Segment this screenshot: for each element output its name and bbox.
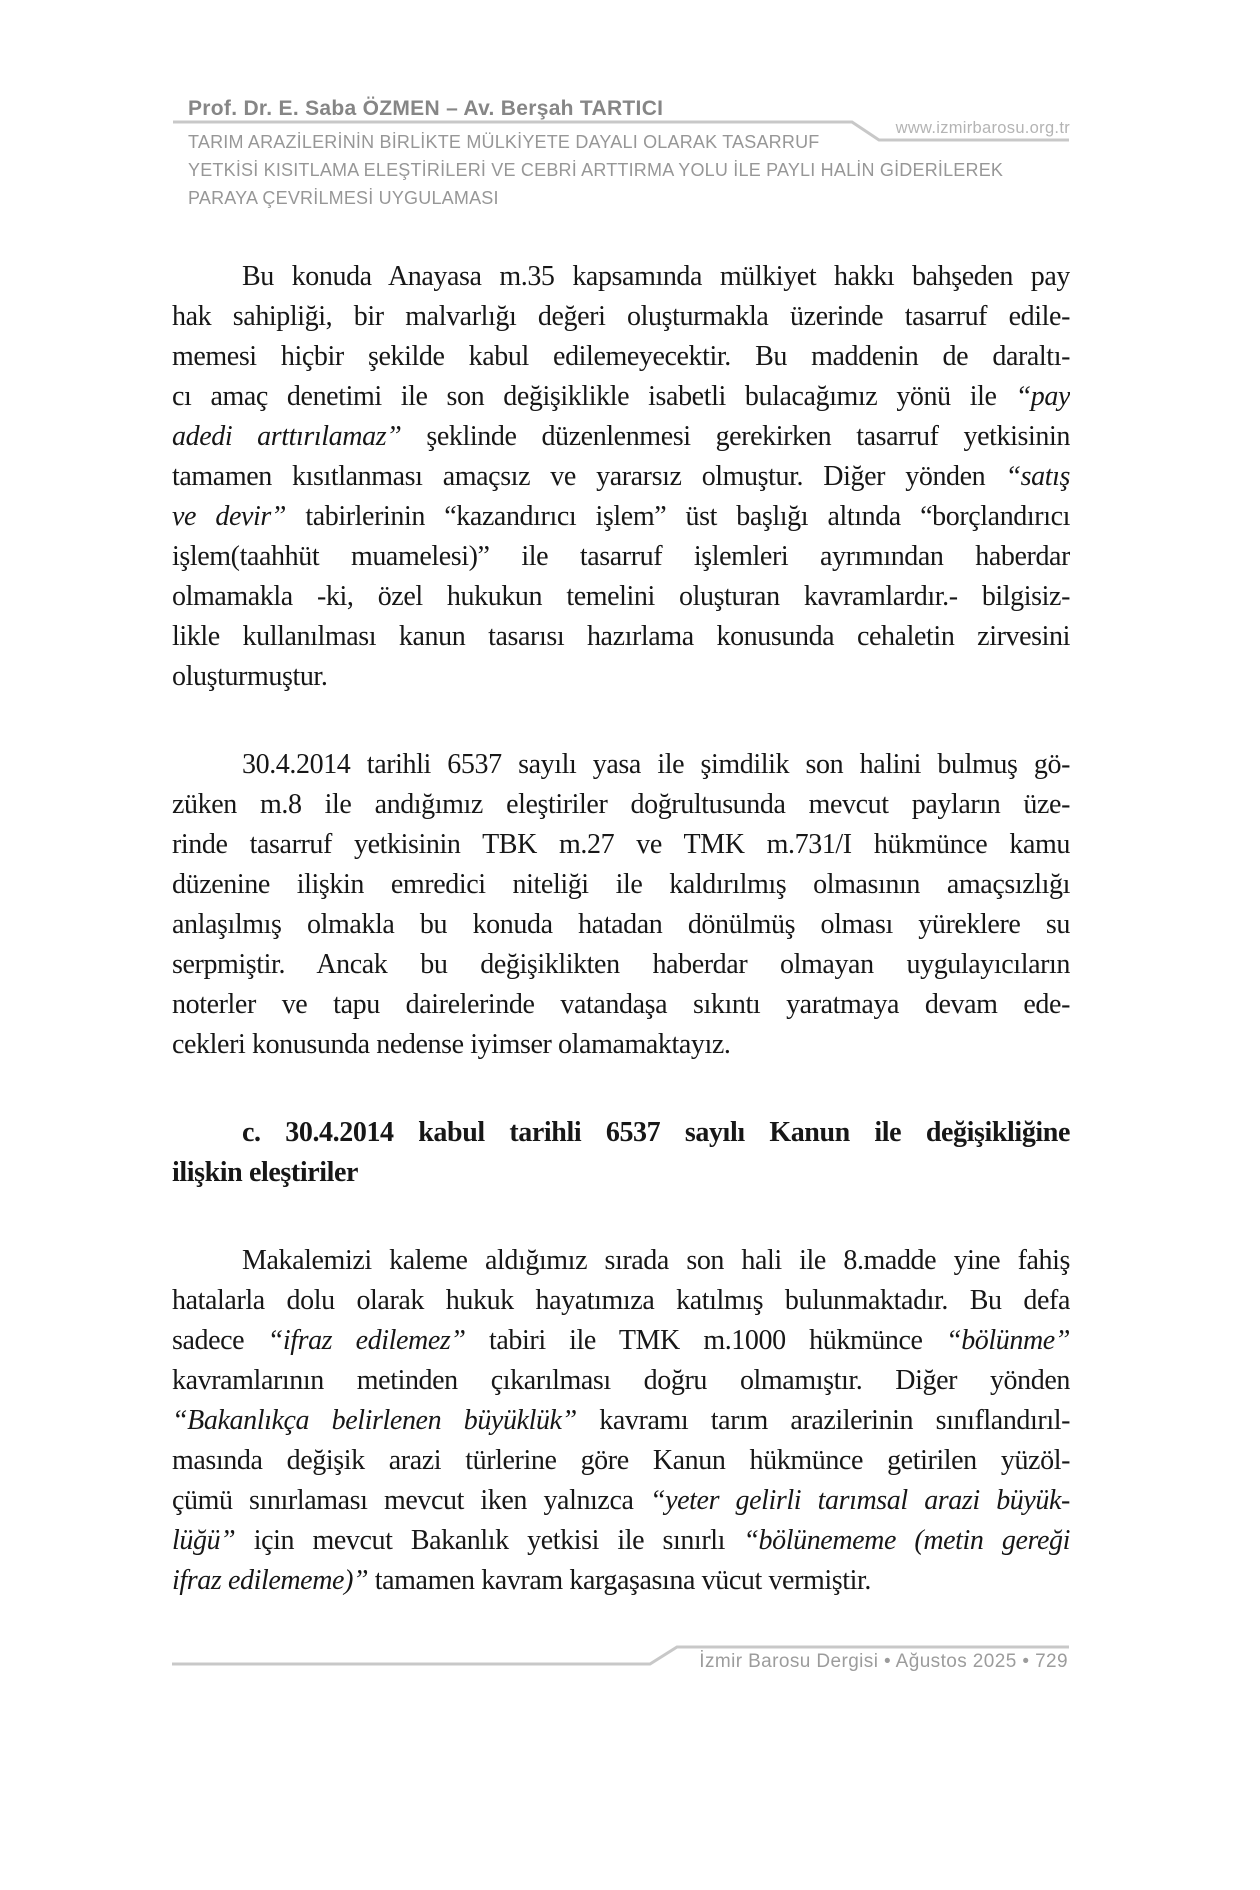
emphasized-text-run: ve devir” xyxy=(172,501,287,532)
text-run: züken m.8 ile andığımız eleştiriler doğrultusunda mevcut payların üze- xyxy=(172,789,1070,820)
text-run: kavramlarının metinden çıkarılması doğru olmamıştır. Diğer yönden xyxy=(172,1365,1070,1396)
emphasized-text-run: ifraz edilememe)” xyxy=(172,1565,369,1596)
text-line xyxy=(172,1361,1070,1401)
footer-journal-info: İzmir Barosu Dergisi • Ağustos 2025 • 729 xyxy=(699,1651,1068,1672)
text-line xyxy=(172,577,1070,617)
emphasized-text-run: “yeter gelirli tarımsal arazi büyük- xyxy=(649,1485,1070,1516)
section-heading xyxy=(172,1113,1070,1193)
article-title-line: PARAYA ÇEVRİLMESİ UYGULAMASI xyxy=(188,188,499,208)
text-line xyxy=(172,1561,1070,1601)
text-run: cekleri konusunda nedense iyimser olamamaktayız. xyxy=(172,1029,731,1060)
article-title-line: YETKİSİ KISITLAMA ELEŞTİRİLERİ VE CEBRİ ARTTIRMA YOLU İLE PAYLI HALİN GİDERİLEREK xyxy=(188,160,1004,180)
text-line xyxy=(172,785,1070,825)
text-run: tabiri ile TMK m.1000 hükmünce xyxy=(465,1325,947,1356)
text-run: likle kullanılması kanun tasarısı hazırlama konusunda cehaletin zirvesini xyxy=(172,621,1070,652)
text-line xyxy=(172,745,1070,785)
emphasized-text-run: lüğü” xyxy=(172,1525,236,1556)
author-names: Prof. Dr. E. Saba ÖZMEN – Av. Berşah TARTICI xyxy=(188,97,664,120)
text-line xyxy=(172,657,1070,697)
text-line xyxy=(172,497,1070,537)
text-run: hak sahipliği, bir malvarlığı değeri oluşturmakla üzerinde tasarruf edile- xyxy=(172,301,1070,332)
article-body xyxy=(172,257,1070,1601)
text-run: rinde tasarruf yetkisinin TBK m.27 ve TMK m.731/I hükmünce kamu xyxy=(172,829,1070,860)
text-run: tamamen kısıtlanması amaçsız ve yararsız olmuştur. Diğer yönden xyxy=(172,461,1006,492)
text-run: hatalarla dolu olarak hukuk hayatımıza katılmış bulunmaktadır. Bu defa xyxy=(172,1285,1070,1316)
text-line xyxy=(172,1321,1070,1361)
article-title-line: TARIM ARAZİLERİNİN BİRLİKTE MÜLKİYETE DAYALI OLARAK TASARRUF xyxy=(188,132,820,152)
text-run: için mevcut Bakanlık yetkisi ile sınırlı xyxy=(235,1525,744,1556)
text-line xyxy=(172,617,1070,657)
text-run: c. 30.4.2014 kabul tarihli 6537 sayılı Kanun ile değişikliğine xyxy=(242,1117,1070,1148)
text-line xyxy=(172,297,1070,337)
emphasized-text-run: “pay xyxy=(1015,381,1070,412)
text-line xyxy=(172,257,1070,297)
text-run: olmamakla -ki, özel hukukun temelini oluşturan kavramlardır.- bilgisiz- xyxy=(172,581,1070,612)
text-run: serpmiştir. Ancak bu değişiklikten haberdar olmayan uygulayıcıların xyxy=(172,949,1070,980)
text-line xyxy=(172,1441,1070,1481)
emphasized-text-run: “Bakanlıkça belirlenen büyüklük” xyxy=(172,1405,577,1436)
text-line xyxy=(172,457,1070,497)
text-line xyxy=(172,1481,1070,1521)
text-run: tabirlerinin “kazandırıcı işlem” üst başlığı altında “borçlandırıcı xyxy=(286,501,1070,532)
text-run: tamamen kavram kargaşasına vücut vermiştir. xyxy=(368,1565,872,1596)
text-line xyxy=(172,417,1070,457)
text-run: işlem(taahhüt muamelesi)” ile tasarruf işlemleri ayrımından haberdar xyxy=(172,541,1070,572)
text-line xyxy=(172,377,1070,417)
text-line xyxy=(172,1241,1070,1281)
text-line xyxy=(172,1025,1070,1065)
text-line xyxy=(172,1153,1070,1193)
text-run: şeklinde düzenlenmesi gerekirken tasarruf yetkisinin xyxy=(401,421,1070,452)
paragraph xyxy=(172,745,1070,1065)
text-run: oluşturmuştur. xyxy=(172,661,328,692)
article-title xyxy=(188,128,1003,212)
paragraph xyxy=(172,257,1070,697)
text-line xyxy=(172,1113,1070,1153)
emphasized-text-run: “satış xyxy=(1005,461,1070,492)
text-line xyxy=(172,985,1070,1025)
text-line xyxy=(172,1521,1070,1561)
text-line xyxy=(172,945,1070,985)
emphasized-text-run: adedi arttırılamaz” xyxy=(172,421,402,452)
text-line xyxy=(172,1401,1070,1441)
text-run: noterler ve tapu dairelerinde vatandaşa sıkıntı yaratmaya devam ede- xyxy=(172,989,1070,1020)
text-run: Makalemizi kaleme aldığımız sırada son hali ile 8.madde yine fahiş xyxy=(242,1245,1070,1276)
text-run: masında değişik arazi türlerine göre Kanun hükmünce getirilen yüzöl- xyxy=(172,1445,1070,1476)
text-run: memesi hiçbir şekilde kabul edilemeyecektir. Bu maddenin de daraltı- xyxy=(172,341,1070,372)
text-run: cı amaç denetimi ile son değişiklikle isabetli bulacağımız yönü ile xyxy=(172,381,1016,412)
text-line xyxy=(172,1281,1070,1321)
text-run: sadece xyxy=(172,1325,268,1356)
text-run: Bu konuda Anayasa m.35 kapsamında mülkiyet hakkı bahşeden pay xyxy=(242,261,1070,292)
website-url: www.izmirbarosu.org.tr xyxy=(895,119,1070,137)
text-run: 30.4.2014 tarihli 6537 sayılı yasa ile şimdilik son halini bulmuş gö- xyxy=(242,749,1070,780)
text-run: düzenine ilişkin emredici niteliği ile kaldırılmış olmasının amaçsızlığı xyxy=(172,869,1070,900)
text-run: anlaşılmış olmakla bu konuda hatadan dönülmüş olması yüreklere su xyxy=(172,909,1070,940)
text-line xyxy=(172,537,1070,577)
emphasized-text-run: “bölünme” xyxy=(946,1325,1070,1356)
text-line xyxy=(172,905,1070,945)
emphasized-text-run: “bölünememe (metin gereği xyxy=(743,1525,1070,1556)
text-run: kavramı tarım arazilerinin sınıflandırıl- xyxy=(576,1405,1070,1436)
text-line xyxy=(172,865,1070,905)
text-run: ilişkin eleştiriler xyxy=(172,1157,359,1188)
text-run: çümü sınırlaması mevcut iken yalnızca xyxy=(172,1485,650,1516)
paragraph xyxy=(172,1241,1070,1601)
text-line xyxy=(172,337,1070,377)
text-line xyxy=(172,825,1070,865)
emphasized-text-run: “ifraz edilemez” xyxy=(267,1325,466,1356)
